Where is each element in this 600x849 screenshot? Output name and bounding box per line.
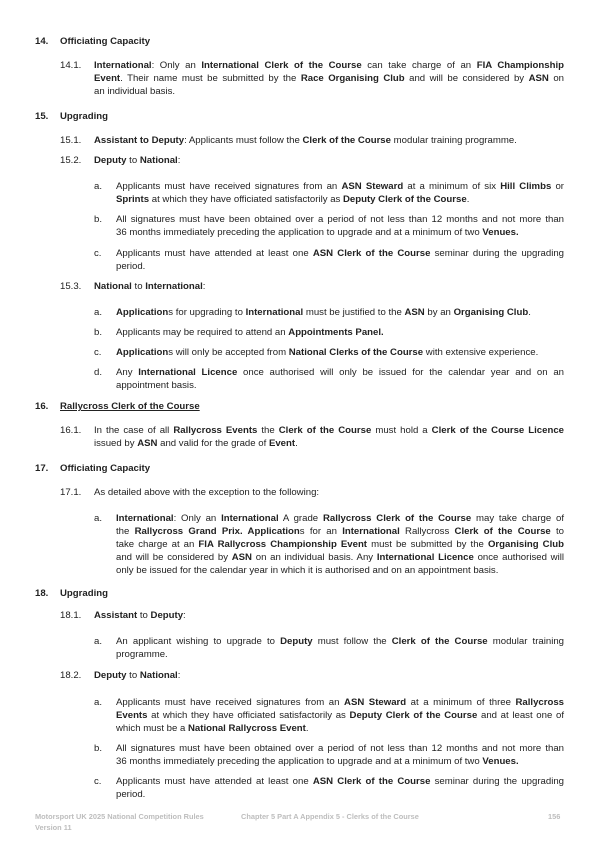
list-line: All signatures must have been obtained over a period of not less than 12 months and not more than [116,214,564,225]
list-line: and will be considered by ASN on an individual basis. Any International Licence once authorised will [116,552,564,563]
clause-line: In the case of all Rallycross Events the Clerk of the Course must hold a Clerk of the Course Licence [94,425,564,436]
page-number: 156 [548,812,561,821]
section-heading: Officiating Capacity [60,36,151,47]
list-marker: d. [94,367,103,378]
list-line: Applicants must have received signatures from an ASN Steward at a minimum of six Hill Climbs or [116,181,564,192]
list-marker: b. [94,214,103,225]
footer-chapter: Chapter 5 Part A Appendix 5 - Clerks of the Course [241,812,419,821]
list-line: take charge at an FIA Rallycross Championship Event must be submitted by the Organising Club [116,539,564,550]
clause-line: Event. Their name must be submitted by the Race Organising Club and will be considered by ASN on [94,73,564,84]
clause-number: 15.1. [60,135,82,146]
section-number: 16. [35,401,49,412]
clause-line: As detailed above with the exception to the following: [94,487,320,498]
list-marker: c. [94,347,102,358]
list-line: Applicants may be required to attend an Appointments Panel. [116,327,384,338]
list-marker: c. [94,776,102,787]
list-line: Applicants must have attended at least one ASN Clerk of the Course seminar during the upgrading [116,776,564,787]
footer-title: Motorsport UK 2025 National Competition Rules [35,812,204,821]
list-line: programme. [116,649,168,660]
clause-line: National to International: [94,281,206,292]
clause-line: Deputy to National: [94,670,181,681]
clause-number: 16.1. [60,425,82,436]
clause-number: 15.3. [60,281,82,292]
list-line: Applications will only be accepted from National Clerks of the Course with extensive experience. [116,347,539,358]
list-marker: c. [94,248,102,259]
clause-number: 15.2. [60,155,82,166]
section-heading: Rallycross Clerk of the Course [60,401,200,412]
list-marker: a. [94,697,103,708]
clause-number: 18.2. [60,670,82,681]
list-line: only be issued for the calendar year in which it is authorised and on an appointment basis. [116,565,499,576]
list-line: Events at which they have officiated satisfactorily as Deputy Clerk of the Course and at least one of [116,710,564,721]
list-line: International: Only an International A grade Rallycross Clerk of the Course may take charge of [116,513,564,524]
section-number: 17. [35,463,49,474]
clause-number: 17.1. [60,487,82,498]
clause-line: Assistant to Deputy: [94,610,186,621]
list-line: 36 months immediately preceding the application to upgrade and at a minimum of two Venues. [116,227,519,238]
list-line: 36 months immediately preceding the application to upgrade and at a minimum of two Venues. [116,756,519,767]
list-marker: b. [94,327,103,338]
list-line: Applications for upgrading to International must be justified to the ASN by an Organising Club. [116,307,531,318]
clause-line: Assistant to Deputy: Applicants must follow the Clerk of the Course modular training programme. [94,135,517,146]
section-number: 15. [35,111,49,122]
list-line: An applicant wishing to upgrade to Deputy must follow the Clerk of the Course modular training [116,636,564,647]
section-heading: Upgrading [60,111,108,122]
clause-number: 14.1. [60,60,82,71]
footer-version: Version 11 [35,823,72,832]
list-line: Sprints at which they have officiated satisfactorily as Deputy Clerk of the Course. [116,194,470,205]
list-line: Applicants must have attended at least one ASN Clerk of the Course seminar during the upgrading [116,248,564,259]
list-line: period. [116,261,146,272]
clause-line: Deputy to National: [94,155,181,166]
clause-line: International: Only an International Clerk of the Course can take charge of an FIA Championship [94,60,564,71]
list-line: Any International Licence once authorised will only be issued for the calendar year and on an [116,367,564,378]
section-number: 18. [35,588,49,599]
section-heading: Upgrading [60,588,108,599]
list-marker: a. [94,181,103,192]
clause-line: issued by ASN and valid for the grade of Event. [94,438,298,449]
list-marker: a. [94,307,103,318]
section-number: 14. [35,36,49,47]
section-heading: Officiating Capacity [60,463,151,474]
list-marker: b. [94,743,103,754]
list-line: which must be a National Rallycross Event. [116,723,309,734]
list-line: All signatures must have been obtained over a period of not less than 12 months and not more than [116,743,564,754]
list-line: period. [116,789,146,800]
list-line: the Rallycross Grand Prix. Applications for an International Rallycross Clerk of the Course to [116,526,564,537]
list-line: Applicants must have received signatures from an ASN Steward at a minimum of three Rallycross [116,697,565,708]
list-marker: a. [94,513,103,524]
list-marker: a. [94,636,103,647]
list-line: appointment basis. [116,380,197,391]
clause-number: 18.1. [60,610,82,621]
clause-line: an individual basis. [94,86,176,97]
